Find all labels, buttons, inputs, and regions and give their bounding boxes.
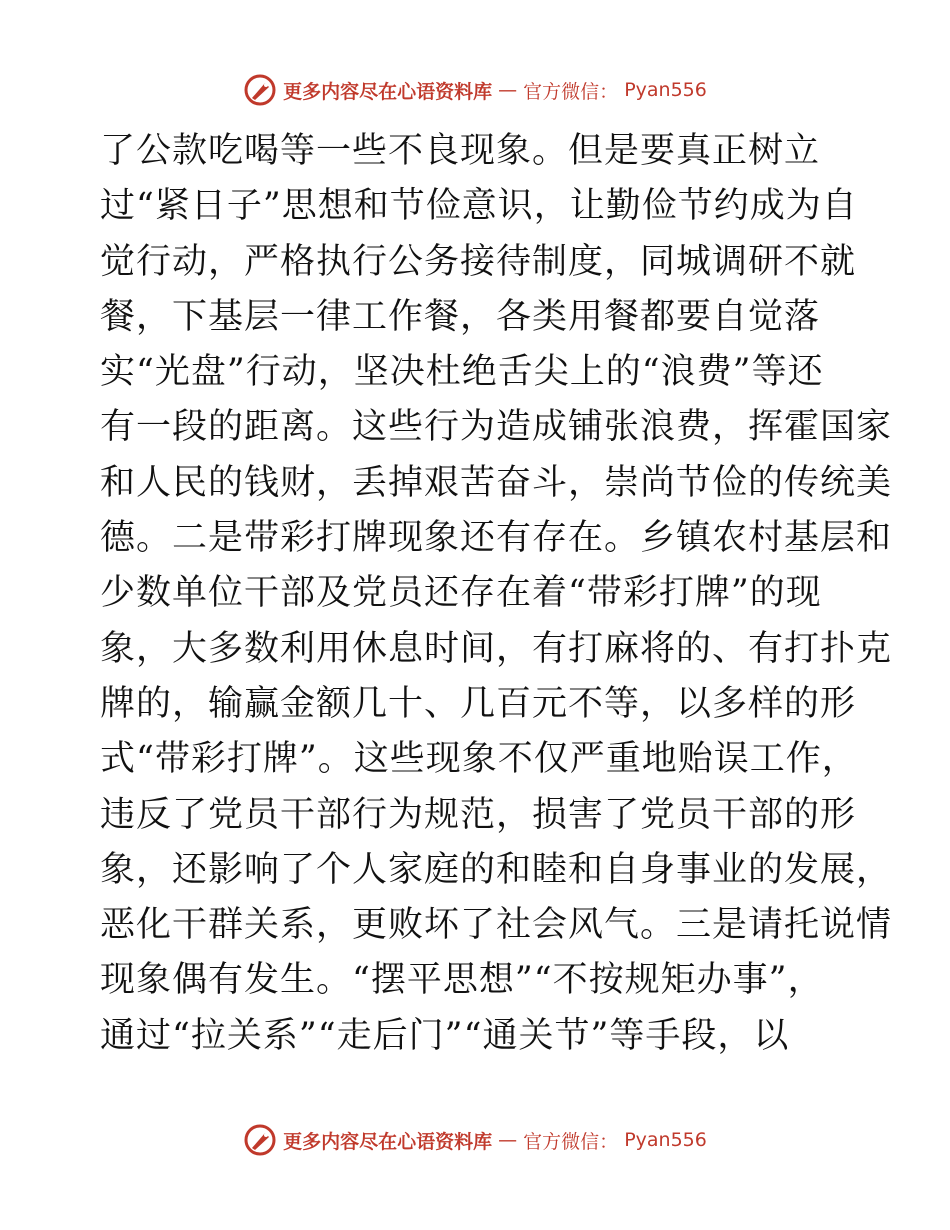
body-text-line: 和人民的钱财，丢掉艰苦奋斗，崇尚节俭的传统美: [100, 462, 893, 503]
header-wechat-id: Pyan556: [624, 79, 707, 101]
body-text-line: 牌的，输赢金额几十、几百元不等，以多样的形: [100, 683, 857, 724]
footer-separator: —: [498, 1129, 518, 1151]
header-brand-text: 更多内容尽在心语资料库: [283, 80, 493, 103]
document-body: [100, 124, 893, 1064]
body-text-line: 违反了党员干部行为规范，损害了党员干部的形: [100, 794, 857, 835]
footer-wechat-label: 官方微信：: [523, 1130, 619, 1153]
body-text-line: 有一段的距离。这些行为造成铺张浪费，挥霍国家: [100, 407, 893, 448]
body-text-line: 式“带彩打牌”。这些现象不仅严重地贻误工作，: [100, 739, 858, 780]
body-text-line: 实“光盘”行动，坚决杜绝舌尖上的“浪费”等还: [100, 352, 824, 393]
body-text-line: 餐，下基层一律工作餐，各类用餐都要自觉落: [100, 296, 821, 337]
body-text-line: 象，还影响了个人家庭的和睦和自身事业的发展，: [100, 849, 893, 890]
body-text-line: 通过“拉关系”“走后门”“通关节”等手段，以: [100, 1015, 790, 1056]
body-text-line: 觉行动，严格执行公务接待制度，同城调研不就: [100, 241, 857, 282]
header-wechat-label: 官方微信：: [523, 80, 619, 103]
pen-nib-logo-icon: [243, 73, 277, 107]
page-header-banner: [0, 70, 950, 110]
page-footer-banner: [0, 1120, 950, 1160]
header-separator: —: [498, 79, 518, 101]
body-text-line: 恶化干群关系，更败坏了社会风气。三是请托说情: [100, 905, 893, 946]
footer-brand-text: 更多内容尽在心语资料库: [283, 1130, 493, 1153]
body-text-line: 了公款吃喝等一些不良现象。但是要真正树立: [100, 131, 821, 171]
body-text-line: 象，大多数利用休息时间，有打麻将的、有打扑克: [100, 628, 893, 669]
body-text-line: 现象偶有发生。“摆平思想”“不按规矩办事”，: [100, 960, 824, 1001]
body-text-line: 过“紧日子”思想和节俭意识，让勤俭节约成为自: [100, 186, 858, 227]
body-text-line: 德。二是带彩打牌现象还有存在。乡镇农村基层和: [100, 518, 893, 559]
pen-nib-logo-icon: [243, 1123, 277, 1157]
body-text-line: 少数单位干部及党员还存在着“带彩打牌”的现: [100, 573, 822, 614]
footer-wechat-id: Pyan556: [624, 1129, 707, 1151]
